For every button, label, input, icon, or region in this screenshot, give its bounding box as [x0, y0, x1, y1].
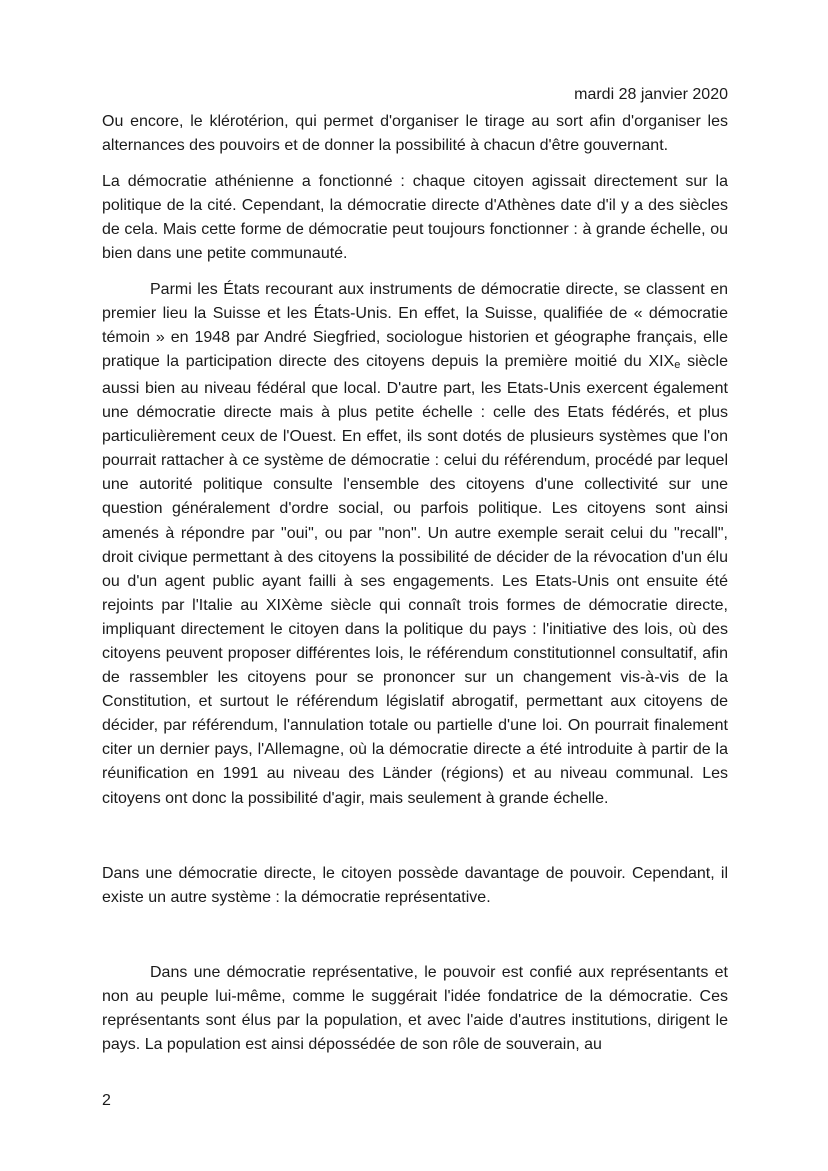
document-body [102, 110, 728, 1057]
paragraph-direct-democracy-states-rest: siècle aussi bien au niveau fédéral que local. D'autre part, les Etats-Unis exercent également une démocratie directe mais à plus petite échelle : celle des Etats fédérés, et plus particulièrement ceux de l'Ouest. En effet, ils sont dotés de plusieurs systèmes que l'on pourrait rattacher à ce système de démocratie : celui du référendum, procédé par lequel une autorité politique consulte l'ensemble des citoyens d'une collectivité sur une question généralement d'ordre social, ou parfois politique. Les citoyens sont ainsi amenés à répondre par "oui", ou par "non". Un autre exemple serait celui du "recall", droit civique permettant à des citoyens la possibilité de décider de la révocation d'un élu ou d'un agent public ayant failli à ses engagements. Les Etats-Unis ont ensuite été rejoints par l'Italie au XIXème siècle qui connaît trois formes de démocratie directe, impliquant directement le citoyen dans la politique du pays : l'initiative des lois, où des citoyens peuvent proposer différentes lois, le référendum constitutionnel consultatif, afin de rassembler les citoyens pour se prononcer sur un changement vis-à-vis de la Constitution, et surtout le référendum législatif abrogatif, permettant aux citoyens de décider, par référendum, l'annulation totale ou partielle d'une loi. On pourrait finalement citer un dernier pays, l'Allemagne, où la démocratie directe a été introduite à partir de la réunification en 1991 au niveau des Länder (régions) et au niveau communal. Les citoyens ont donc la possibilité d'agir, mais seulement à grande échelle. [102, 352, 729, 807]
paragraph-klerotérion: Ou encore, le klérotérion, qui permet d'organiser le tirage au sort afin d'organiser les alternances des pouvoirs et de donner la possibilité à chacun d'être gouvernant. [102, 113, 728, 155]
century-suffix: e [674, 358, 681, 371]
page-number: 2 [102, 1092, 111, 1109]
paragraph-direct-democracy-states [102, 278, 728, 811]
paragraph-transition: Dans une démocratie directe, le citoyen possède davantage de pouvoir. Cependant, il existe un autre système : la démocratie représentative. [102, 864, 728, 906]
century-numeral: XIX [648, 352, 675, 370]
paragraph-direct-democracy-states-start: Parmi les États recourant aux instruments de démocratie directe, se classent en premier lieu la Suisse et les États-Unis. En effet, la Suisse, qualifiée de « démocratie témoin » en 1948 par André Siegfried, sociologue historien et géographe français, elle pratique la participation directe des citoyens depuis la première moitié du [102, 280, 728, 370]
paragraph-athenian-democracy: La démocratie athénienne a fonctionné : chaque citoyen agissait directement sur la politique de la cité. Cependant, la démocratie directe d'Athènes date d'il y a des siècles de cela. Mais cette forme de démocratie peut toujours fonctionner : à grande échelle, ou bien dans une petite communauté. [102, 173, 728, 263]
paragraph-representative-democracy: Dans une démocratie représentative, le pouvoir est confié aux représentants et non au peuple lui-même, comme le suggérait l'idée fondatrice de la démocratie. Ces représentants sont élus par la population, et avec l'aide d'autres institutions, dirigent le pays. La population est ainsi dépossédée de son rôle de souverain, au [102, 963, 728, 1054]
header-date: mardi 28 janvier 2020 [574, 86, 728, 103]
